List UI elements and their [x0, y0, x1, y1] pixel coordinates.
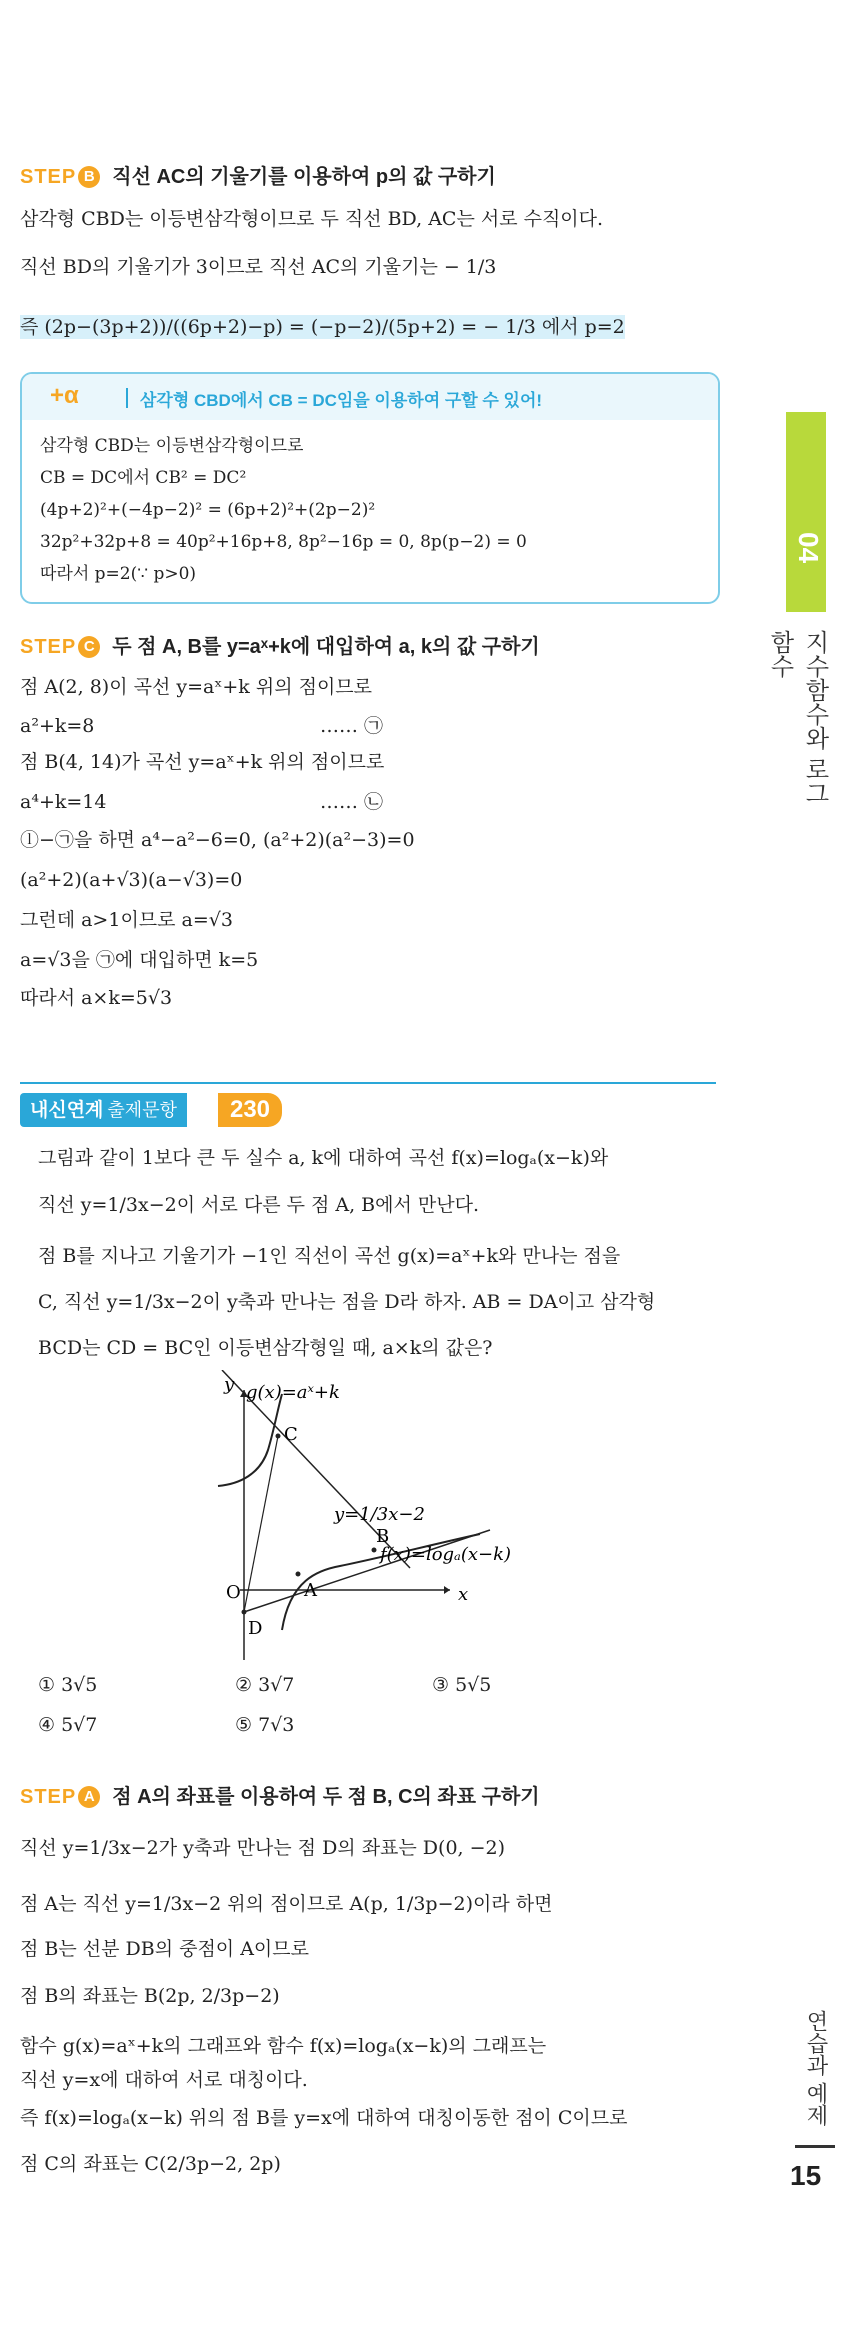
chapter-tab	[786, 412, 826, 612]
step-letter-badge: B	[78, 166, 100, 188]
step-c-line-9: 따라서 a×k=5√3	[20, 987, 173, 1009]
tip-line-4: 32p²+32p+8 = 40p²+16p+8, 8p²−16p = 0, 8p(p−2) = 0	[40, 532, 527, 552]
step-c-line-7: 그런데 a>1이므로 a=√3	[20, 909, 233, 931]
choice-5[interactable]: ⑤ 7√3	[235, 1714, 295, 1736]
step-b-line-2: 직선 BD의 기울기가 3이므로 직선 AC의 기울기는 − 1/3	[20, 256, 497, 278]
step-a-line-8: 점 C의 좌표는 C(2/3p−2, 2p)	[20, 2153, 281, 2175]
origin-label: O	[226, 1582, 241, 1603]
problem-number: 230	[218, 1093, 282, 1127]
tip-line-1: 삼각형 CBD는 이등변삼각형이므로	[40, 436, 304, 456]
choice-2[interactable]: ② 3√7	[235, 1674, 295, 1696]
section-divider	[20, 1082, 716, 1084]
choice-4[interactable]: ④ 5√7	[38, 1714, 98, 1736]
step-a-line-1: 직선 y=1/3x−2가 y축과 만나는 점 D의 좌표는 D(0, −2)	[20, 1837, 506, 1859]
step-c-line-8: a=√3을 ㉠에 대입하면 k=5	[20, 949, 259, 971]
tip-separator	[126, 388, 128, 408]
section-tab-label: 연습과 예제	[804, 2010, 829, 2127]
point-a	[296, 1572, 301, 1577]
step-tag: STEP	[20, 166, 77, 188]
tip-badge: +α	[50, 382, 79, 409]
step-c-line-1: 점 A(2, 8)이 곡선 y=aˣ+k 위의 점이므로	[20, 676, 373, 698]
tip-line-3: (4p+2)²+(−4p−2)² = (6p+2)²+(2p−2)²	[40, 500, 376, 520]
tip-line-2: CB = DC에서 CB² = DC²	[40, 468, 247, 488]
x-axis-arrow	[444, 1586, 450, 1594]
step-tag: STEP	[20, 636, 77, 658]
chapter-tab-label: 지수함수와 로그함수	[766, 630, 828, 805]
page-number: 15	[790, 2160, 822, 2191]
problem-line-4: C, 직선 y=1/3x−2이 y축과 만나는 점을 D라 하자. AB = DA이고 삼각형	[38, 1291, 656, 1313]
tip-line-5: 따라서 p=2(∵ p>0)	[40, 564, 197, 584]
b-label: B	[376, 1526, 390, 1547]
step-b-heading	[20, 160, 496, 189]
step-c-heading	[20, 630, 540, 659]
line-label: y=1/3x−2	[334, 1504, 425, 1525]
step-a-line-6: 직선 y=x에 대하여 서로 대칭이다.	[20, 2069, 308, 2091]
step-title: 두 점 A, B를 y=aˣ+k에 대입하여 a, k의 값 구하기	[112, 636, 540, 658]
choice-3[interactable]: ③ 5√5	[432, 1674, 492, 1696]
step-a-heading	[20, 1780, 540, 1809]
choice-1[interactable]: ① 3√5	[38, 1674, 98, 1696]
point-c	[276, 1434, 281, 1439]
step-a-line-4: 점 B의 좌표는 B(2p, 2/3p−2)	[20, 1985, 280, 2007]
exponential-curve	[218, 1394, 282, 1486]
a-label: A	[304, 1580, 317, 1601]
equation-mark-2: …… ㉡	[320, 791, 384, 813]
step-letter-badge: C	[78, 636, 100, 658]
step-b-line-1: 삼각형 CBD는 이등변삼각형이므로 두 직선 BD, AC는 서로 수직이다.	[20, 208, 604, 230]
step-a-line-3: 점 B는 선분 DB의 중점이 A이므로	[20, 1938, 309, 1960]
step-tag: STEP	[20, 1786, 77, 1808]
problem-badge-main: 내신연계	[30, 1100, 104, 1121]
problem-line-2: 직선 y=1/3x−2이 서로 다른 두 점 A, B에서 만난다.	[38, 1194, 479, 1216]
g-label: g(x)=aˣ+k	[246, 1382, 340, 1403]
y-axis-label: y	[224, 1374, 235, 1395]
equation-mark-1: …… ㉠	[320, 715, 384, 737]
step-c-line-6: (a²+2)(a+√3)(a−√3)=0	[20, 869, 243, 891]
x-axis-label: x	[458, 1584, 469, 1605]
problem-line-1: 그림과 같이 1보다 큰 두 실수 a, k에 대하여 곡선 f(x)=logₐ(x−k)와	[38, 1147, 609, 1169]
step-c-line-4: a⁴+k=14	[20, 791, 107, 813]
step-c-line-5: ⓛ−㉠을 하면 a⁴−a²−6=0, (a²+2)(a²−3)=0	[20, 829, 415, 851]
problem-badge	[20, 1093, 187, 1127]
step-title: 점 A의 좌표를 이용하여 두 점 B, C의 좌표 구하기	[112, 1786, 540, 1808]
step-title: 직선 AC의 기울기를 이용하여 p의 값 구하기	[112, 166, 496, 188]
step-letter-badge: A	[78, 1786, 100, 1808]
chapter-number: 04	[793, 532, 824, 564]
line-one-third	[244, 1530, 490, 1612]
tip-box	[20, 372, 720, 604]
step-a-line-7: 즉 f(x)=logₐ(x−k) 위의 점 B를 y=x에 대하여 대칭이동한 점이 C이므로	[20, 2107, 628, 2129]
point-d	[242, 1610, 247, 1615]
step-c-line-2: a²+k=8	[20, 715, 95, 737]
c-label: C	[284, 1424, 298, 1445]
function-graph	[200, 1370, 640, 1670]
step-a-line-2: 점 A는 직선 y=1/3x−2 위의 점이므로 A(p, 1/3p−2)이라 하면	[20, 1893, 553, 1915]
step-b-line-3: 즉 (2p−(3p+2))/((6p+2)−p) = (−p−2)/(5p+2) = − 1/3 에서 p=2	[20, 316, 625, 338]
problem-badge-sub: 출제문항	[107, 1100, 177, 1120]
d-label: D	[248, 1618, 263, 1639]
step-c-line-3: 점 B(4, 14)가 곡선 y=aˣ+k 위의 점이므로	[20, 751, 385, 773]
tip-title: 삼각형 CBD에서 CB = DC임을 이용하여 구할 수 있어!	[140, 391, 543, 410]
point-b	[372, 1548, 377, 1553]
f-label: f(x)=logₐ(x−k)	[380, 1544, 512, 1565]
tip-header	[22, 374, 718, 420]
problem-line-5: BCD는 CD = BC인 이등변삼각형일 때, a×k의 값은?	[38, 1337, 493, 1359]
step-a-line-5: 함수 g(x)=aˣ+k의 그래프와 함수 f(x)=logₐ(x−k)의 그래프는	[20, 2035, 547, 2057]
page-number-bar	[795, 2145, 835, 2148]
problem-line-3: 점 B를 지나고 기울기가 −1인 직선이 곡선 g(x)=aˣ+k와 만나는 점을	[38, 1245, 621, 1267]
